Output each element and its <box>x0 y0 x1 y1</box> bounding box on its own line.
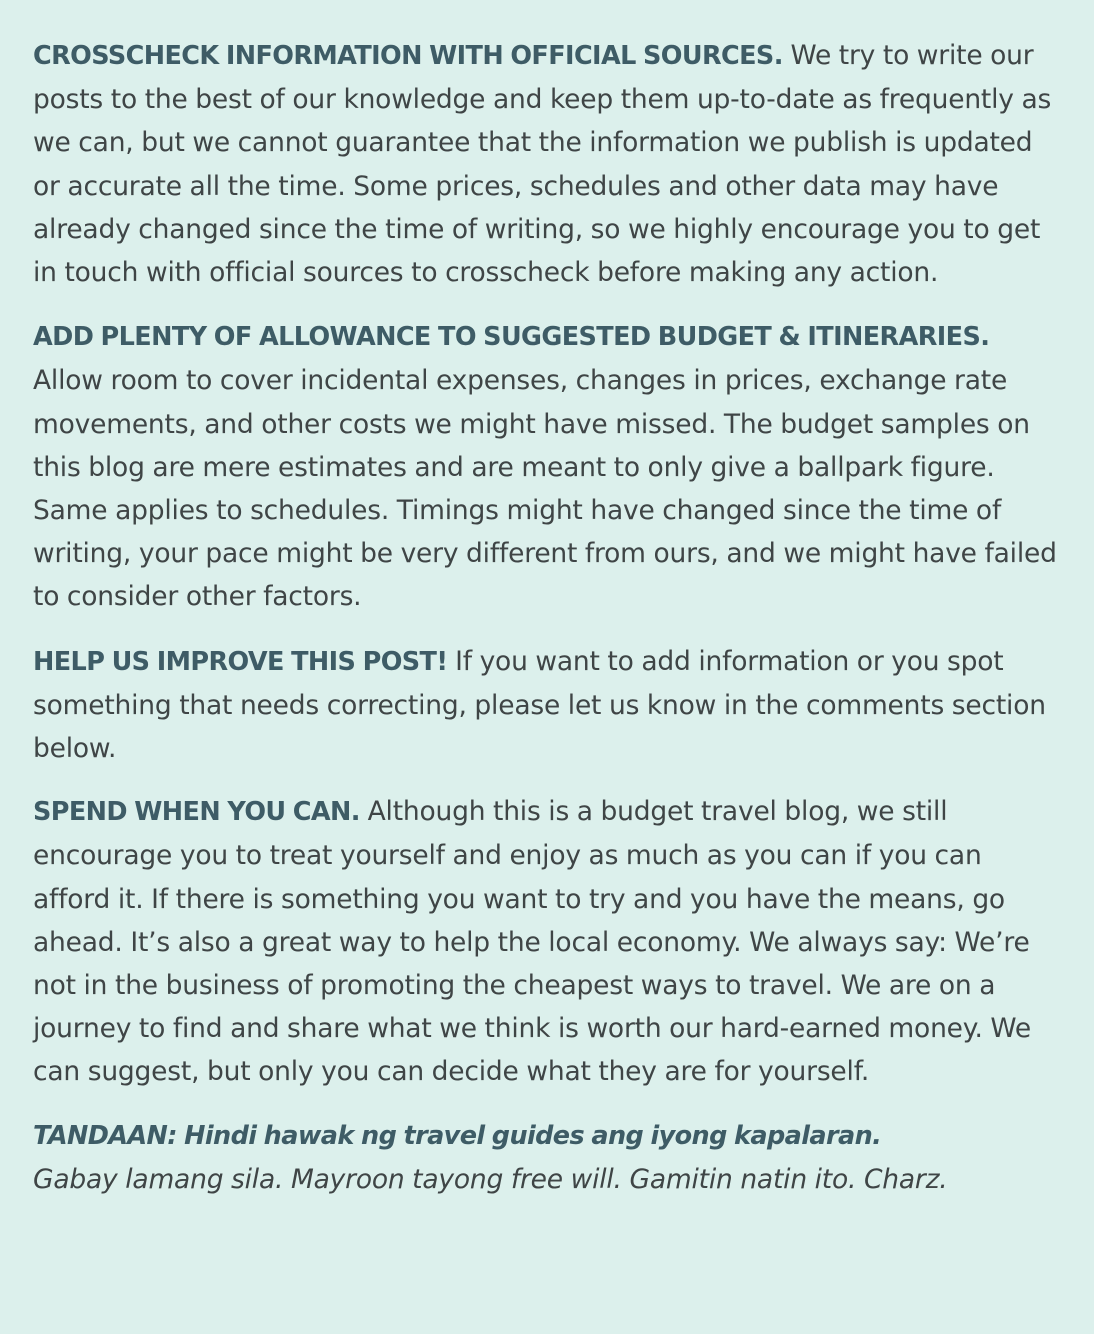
paragraph-help-improve <box>33 640 1064 771</box>
paragraph-crosscheck <box>33 34 1064 294</box>
paragraph-heading: SPEND WHEN YOU CAN. <box>33 797 360 828</box>
paragraph-body: If you want to add information or you spot something that needs correcting, please let us know in the comments section below. <box>33 645 1046 765</box>
paragraph-tandaan <box>33 1114 1064 1201</box>
paragraph-heading: HELP US IMPROVE THIS POST! <box>33 646 448 677</box>
paragraph-body: Although this is a budget travel blog, we still encourage you to treat yourself and enjoy as much as you can if you can afford it. If there is something you want to try and you have the means, go ahead. It’s also a great way to help the local economy. We always say: We’re not in the business of promoting the cheapest ways to travel. We are on a journey to find and share what we think is worth our hard-earned money. We can suggest, but only you can decide what they are for yourself. <box>33 796 1031 1088</box>
paragraph-heading: ADD PLENTY OF ALLOWANCE TO SUGGESTED BUDGET & ITINERARIES. <box>33 322 990 353</box>
paragraph-body: We try to write our posts to the best of our knowledge and keep them up-to-date as frequently as we can, but we cannot guarantee that the information we publish is updated or accurate all the time. Some prices, schedules and other data may have already changed since the time of writing, so we highly encourage you to get in touch with official sources to crosscheck before making any action. <box>33 40 1052 289</box>
paragraph-body: Allow room to cover incidental expenses, changes in prices, exchange rate movements, and other costs we might have missed. The budget samples on this blog are mere estimates and are meant to only give a ballpark figure. Same applies to schedules. Timings might have changed since the time of writing, your pace might be very different from ours, and we might have failed to consider other factors. <box>33 365 1057 613</box>
paragraph-heading: CROSSCHECK INFORMATION WITH OFFICIAL SOURCES. <box>33 41 783 71</box>
paragraph-allowance <box>33 315 1064 618</box>
paragraph-heading: TANDAAN: Hindi hawak ng travel guides ang iyong kapalaran. <box>33 1120 882 1151</box>
paragraph-body: Gabay lamang sila. Mayroon tayong free will. Gamitin natin ito. Charz. <box>33 1163 948 1195</box>
paragraph-spend <box>33 790 1064 1093</box>
